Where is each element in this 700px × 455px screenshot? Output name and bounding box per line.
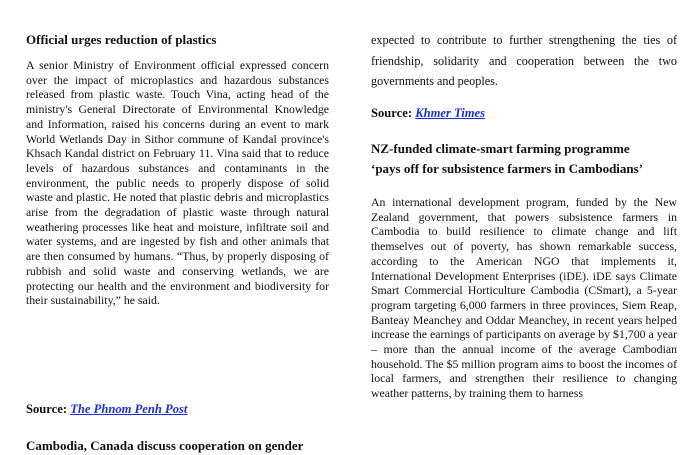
source-label: Source: bbox=[371, 106, 416, 120]
source-link-khmer-times[interactable]: Khmer Times bbox=[415, 106, 486, 120]
source-link-phnom-penh-post[interactable]: The Phnom Penh Post bbox=[70, 402, 188, 416]
source-line-right bbox=[371, 106, 485, 121]
article-heading-plastics: Official urges reduction of plastics bbox=[26, 32, 217, 47]
article-heading-nz-line1: NZ-funded climate-smart farming programme bbox=[371, 141, 630, 156]
source-label: Source: bbox=[26, 402, 71, 416]
article-body-continuation: expected to contribute to further strengthening the ties of friendship, solidarity and cooperation between the two governments and peoples. bbox=[371, 33, 677, 88]
article-heading-canada: Cambodia, Canada discuss cooperation on gender bbox=[26, 438, 304, 453]
article-body-nz: An international development program, funded by the New Zealand government, that powers subsistence farmers in Cambodia to build resilience to climate change and lift themselves out of poverty, has shown remarkable success, according to the American NGO that implements it, International Development Enterprises (iDE). iDE says Climate Smart Commercial Horticulture Cambodia (CSmart), a 5-year program targeting 6,000 farmers in three provinces, Siem Reap, Banteay Meanchey and Oddar Meanchey, in recent years helped increase the earnings of participants on average by $1,700 a year – more than the annual income of the average Cambodian household. The $5 million program aims to boost the incomes of local farmers, and strengthen their resilience to changing weather patterns, by training them to harness bbox=[371, 195, 677, 401]
article-body-plastics: A senior Ministry of Environment official expressed concern over the impact of microplastics and hazardous substances released from plastic waste. Touch Vina, acting head of the ministry's General Directorate of Environmental Knowledge and Information, raised his concerns during an event to mark World Wetlands Day in Sithor commune of Kandal province's Khsach Kandal district on February 11. Vina said that to reduce levels of hazardous substances and contaminants in the environment, the public needs to properly dispose of solid waste and plastic. He noted that plastic debris and microplastics arise from the degradation of plastic waste through natural weathering processes like heat and moisture, infiltrate soil and water systems, and are ingested by fish and other animals that are then consumed by humans. “Thus, by properly disposing of rubbish and solid waste and conserving wetlands, we are protecting our health and the environment and biodiversity for their sustainability,” he said. bbox=[26, 58, 329, 308]
article-heading-nz-line2: ‘pays off for subsistence farmers in Cambodians’ bbox=[371, 161, 644, 176]
source-line-left bbox=[26, 402, 187, 417]
